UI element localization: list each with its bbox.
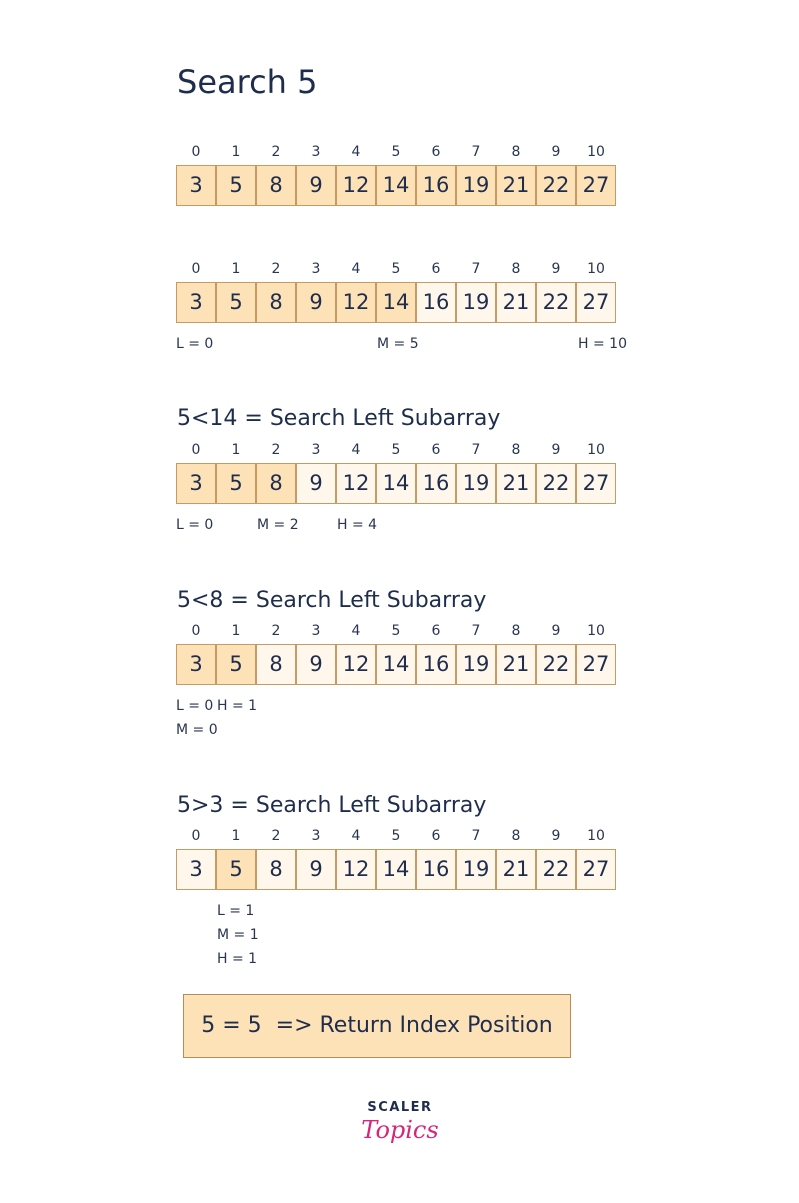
array-cell-inactive: 19 [456,282,496,323]
logo-topics-text: Topics [361,1116,439,1144]
index-label: 4 [351,828,361,844]
index-label: 2 [271,144,281,160]
pointer-label: L = 0 [176,336,214,352]
index-label: 1 [231,261,241,277]
index-label: 8 [511,442,521,458]
index-label: 5 [391,442,401,458]
array-cell-inactive: 21 [496,463,536,504]
index-label: 9 [551,144,561,160]
index-label: 7 [471,828,481,844]
result-box: 5 = 5 => Return Index Position [183,994,571,1058]
index-label: 1 [231,828,241,844]
array-cell-active: 9 [296,165,336,206]
array-cell-inactive: 12 [336,463,376,504]
index-label: 1 [231,442,241,458]
array-cell-active: 9 [296,282,336,323]
index-label: 8 [511,144,521,160]
array-cell-inactive: 27 [576,849,616,890]
pointer-label: M = 0 [176,722,218,738]
index-label: 9 [551,828,561,844]
index-label: 8 [511,261,521,277]
index-label: 0 [191,828,201,844]
pointer-label: H = 10 [578,336,627,352]
index-label: 1 [231,623,241,639]
index-label: 10 [587,261,605,277]
page-title: Search 5 [177,63,318,101]
array-cell-inactive: 16 [416,849,456,890]
index-label: 2 [271,261,281,277]
array-cell-inactive: 16 [416,282,456,323]
index-label: 6 [431,261,441,277]
array-cell-inactive: 14 [376,463,416,504]
index-label: 7 [471,261,481,277]
array-cell-active: 14 [376,282,416,323]
array-cell-inactive: 22 [536,282,576,323]
index-label: 4 [351,623,361,639]
array-cell-inactive: 14 [376,849,416,890]
index-label: 10 [587,442,605,458]
array-cell-active: 5 [216,644,256,685]
index-label: 1 [231,144,241,160]
index-label: 10 [587,623,605,639]
index-label: 7 [471,623,481,639]
array-cell-inactive: 14 [376,644,416,685]
pointer-label: H = 1 [217,698,258,714]
array-cell-inactive: 22 [536,644,576,685]
index-label: 6 [431,623,441,639]
array-cell-inactive: 19 [456,463,496,504]
array-cell-inactive: 19 [456,849,496,890]
index-label: 6 [431,828,441,844]
pointer-label: L = 0 [176,698,214,714]
array-cell-inactive: 27 [576,282,616,323]
array-cell-active: 5 [216,463,256,504]
array-cell-inactive: 8 [256,644,296,685]
logo-scaler-text: SCALER [367,1100,433,1115]
array-cell-inactive: 8 [256,849,296,890]
array-cell-inactive: 12 [336,644,376,685]
index-label: 2 [271,442,281,458]
array-cell-inactive: 21 [496,644,536,685]
array-cell-active: 8 [256,282,296,323]
index-label: 4 [351,442,361,458]
index-label: 3 [311,144,321,160]
index-label: 2 [271,828,281,844]
index-label: 3 [311,442,321,458]
pointer-label: M = 2 [257,517,299,533]
array-cell-inactive: 16 [416,463,456,504]
array-cell-inactive: 22 [536,849,576,890]
index-label: 3 [311,828,321,844]
array-cell-inactive: 12 [336,849,376,890]
index-label: 5 [391,623,401,639]
array-cell-active: 8 [256,463,296,504]
index-label: 9 [551,623,561,639]
index-label: 3 [311,623,321,639]
index-label: 5 [391,261,401,277]
step-label: 5>3 = Search Left Subarray [177,793,487,818]
array-cell-inactive: 21 [496,849,536,890]
array-cell-inactive: 19 [456,644,496,685]
index-label: 10 [587,144,605,160]
array-cell-active: 14 [376,165,416,206]
index-label: 4 [351,261,361,277]
index-label: 0 [191,261,201,277]
array-cell-active: 27 [576,165,616,206]
pointer-label: H = 4 [337,517,378,533]
array-cell-active: 21 [496,165,536,206]
array-cell-inactive: 9 [296,849,336,890]
step-label: 5<14 = Search Left Subarray [177,406,501,431]
index-label: 8 [511,828,521,844]
index-label: 5 [391,144,401,160]
index-label: 3 [311,261,321,277]
pointer-label: H = 1 [217,951,258,967]
array-cell-inactive: 27 [576,644,616,685]
pointer-label: M = 5 [377,336,419,352]
index-label: 7 [471,442,481,458]
array-cell-active: 5 [216,165,256,206]
array-cell-active: 12 [336,282,376,323]
index-label: 9 [551,261,561,277]
pointer-label: L = 1 [217,903,255,919]
index-label: 5 [391,828,401,844]
array-cell-active: 22 [536,165,576,206]
array-cell-inactive: 27 [576,463,616,504]
array-cell-active: 19 [456,165,496,206]
array-cell-inactive: 3 [176,849,216,890]
index-label: 2 [271,623,281,639]
step-label: 5<8 = Search Left Subarray [177,588,487,613]
index-label: 0 [191,442,201,458]
array-cell-inactive: 21 [496,282,536,323]
pointer-label: M = 1 [217,927,259,943]
array-cell-active: 3 [176,165,216,206]
array-cell-active: 5 [216,849,256,890]
array-cell-active: 5 [216,282,256,323]
array-cell-active: 3 [176,282,216,323]
array-cell-active: 3 [176,463,216,504]
array-cell-active: 16 [416,165,456,206]
array-cell-active: 8 [256,165,296,206]
array-cell-inactive: 22 [536,463,576,504]
index-label: 6 [431,144,441,160]
array-cell-active: 12 [336,165,376,206]
index-label: 0 [191,144,201,160]
index-label: 8 [511,623,521,639]
index-label: 0 [191,623,201,639]
array-cell-inactive: 9 [296,644,336,685]
pointer-label: L = 0 [176,517,214,533]
array-cell-inactive: 9 [296,463,336,504]
array-cell-inactive: 16 [416,644,456,685]
index-label: 4 [351,144,361,160]
index-label: 9 [551,442,561,458]
index-label: 6 [431,442,441,458]
index-label: 7 [471,144,481,160]
index-label: 10 [587,828,605,844]
array-cell-active: 3 [176,644,216,685]
